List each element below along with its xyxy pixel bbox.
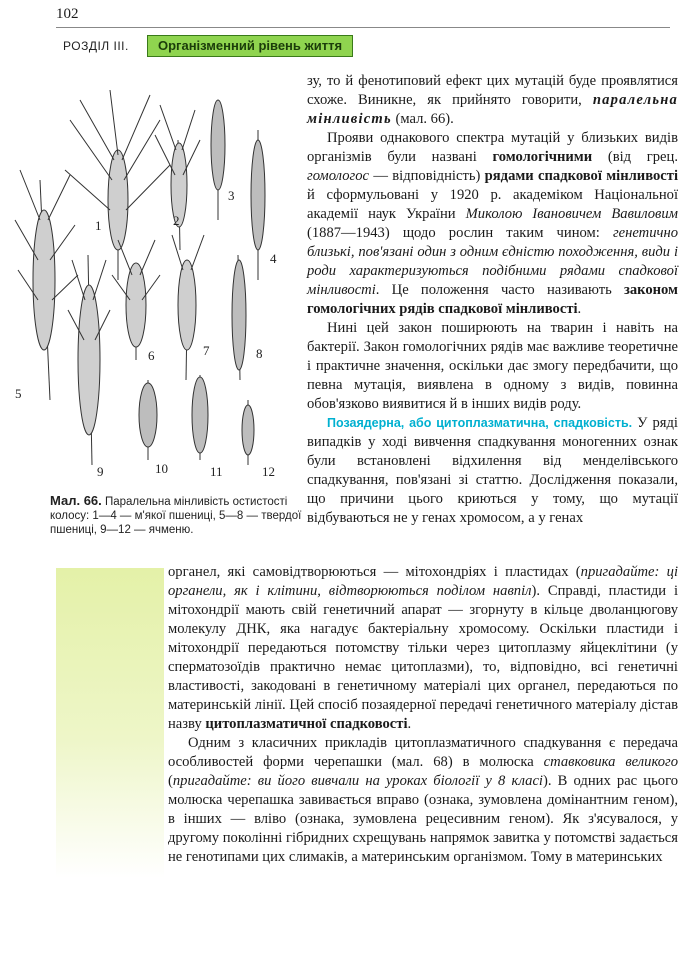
law-definition: генетично близькі, пов'язані один з одним єдністю походження, види і роди характеризуються подібними рядами спадкової мінливості: [307, 225, 678, 298]
text: ). В одних рас цього молюска черепашка завивається вправо (ознака, зумовлена домінантним геном), в інших — вліво (ознака, зумовлена рецесивним геном). Як з'ясувалося, у другому поколінні гібридних схрещувань напрямок завитка у потомстві задається не генотипами цих слимаків, а материнським організмом. Тому в материнських: [168, 773, 678, 865]
recall-note: пригадайте: ви його вивчали на уроках біології у 8 класі: [172, 773, 543, 789]
caption-text: Паралельна мінливість остистості колосу: 1—4 — м'якої пшениці, 5—8 — твердої пшениці, 9—12 — ячменю.: [50, 496, 302, 536]
fig-label-1: 1: [95, 218, 102, 233]
text-column-right: [307, 72, 678, 528]
text: зу, то й фенотиповий ефект цих мутацій буде проявлятися схоже. Виникне, як прийнято говорити,: [307, 73, 678, 108]
ear-12: [242, 400, 254, 465]
paragraph-3: Нині цей закон поширюють на тварин і навіть на бактерії. Закон гомологічних рядів має важливе теоретичне і практичне значення, оскільки дає змогу передбачити, що певна мутація, виявлена в одному з видів, повинна обов'язково виявитися й в інших видів роду.: [307, 320, 678, 412]
text: — відповідність): [369, 168, 485, 184]
fig-label-2: 2: [173, 213, 180, 228]
fig-label-5: 5: [15, 386, 22, 401]
species-name: ставковика великого: [543, 754, 678, 770]
fig-label-9: 9: [97, 464, 104, 479]
ear-2: [155, 105, 200, 250]
text: (від грец.: [592, 149, 678, 165]
ear-4: [251, 130, 265, 280]
term-parallel-variability: паралельна мінливість: [307, 92, 678, 127]
margin-highlight: [56, 568, 164, 878]
page-number: 102: [56, 6, 79, 22]
ear-10: [139, 380, 157, 460]
ear-9: [68, 255, 110, 465]
header-rule: [56, 27, 670, 28]
text: .: [577, 301, 582, 317]
paragraph-6: [168, 734, 678, 867]
section-title: Організменний рівень життя: [147, 35, 353, 57]
ear-3: [211, 100, 225, 220]
paragraph-1: [307, 72, 678, 129]
fig-label-4: 4: [270, 251, 277, 266]
ear-7: [172, 235, 204, 380]
fig-label-11: 11: [210, 464, 223, 479]
section-label: РОЗДІЛ III.: [63, 39, 129, 53]
fig-label-10: 10: [155, 461, 168, 476]
figure-caption: [50, 494, 304, 537]
ear-6: [112, 240, 160, 360]
recall-note: пригадайте: ці органели, як і клітини, відтворюються поділом навпіл: [168, 564, 678, 599]
person-name: Миколою Івановичем Вавиловим: [465, 206, 678, 222]
caption-lead: Мал. 66.: [50, 493, 102, 508]
fig-label-6: 6: [148, 348, 155, 363]
text: (1887—1943) щодо рослин таким чином:: [307, 225, 613, 241]
subheading-cytoplasmic: Позаядерна, або цитоплазматична, спадковість.: [327, 416, 633, 430]
ear-8: [232, 255, 246, 380]
text: .: [407, 716, 412, 732]
text: . Це положення часто називають: [375, 282, 624, 298]
text: ). Справді, пластиди і мітохондрії мають свій генетичний апарат — згорнуту в кільце дволанцюгову молекулу ДНК, яка нагадує бактеріальну хромосому. Оскільки пластиди і мітохондрії передаються потомству тільки через цитоплазму яйцеклітини (у сперматозоїдів практично немає цитоплазми), то, відповідно, всі генетичні властивості, закодовані в генетичному матеріалі цих органел, передаються по материнській лінії. Цей спосіб позаядерної передачі генетичного матеріалу дістав назву: [168, 583, 678, 732]
paragraph-2: [307, 129, 678, 319]
term-law: законом гомологічних рядів спадкової мінливості: [307, 282, 678, 317]
paragraph-5: [168, 563, 678, 734]
text: Одним з класичних прикладів цитоплазматичного спадкування є передача особливостей форми черепашки (мал. 68) в молюска: [168, 735, 678, 770]
fig-label-8: 8: [256, 346, 263, 361]
term-homologous: гомологічними: [492, 149, 593, 165]
term-rows: рядами спадкової мінливості: [484, 168, 678, 184]
ear-1: [65, 90, 170, 280]
text: Прояви однакового спектра мутацій у близьких видів організмів були названі: [307, 130, 678, 165]
paragraph-4: [307, 414, 678, 528]
greek-word: гомологос: [307, 168, 369, 184]
ear-5: [15, 170, 78, 400]
fig-label-3: 3: [228, 188, 235, 203]
figure-wheat-ears: [0, 80, 305, 480]
text: (мал. 66).: [391, 111, 454, 127]
term-cytoplasmic: цитоплазматичної спадковості: [205, 716, 408, 732]
text: органел, які самовідтворюються — мітохондріях і пластидах (: [168, 564, 581, 580]
fig-label-12: 12: [262, 464, 275, 479]
text: й сформульовані у 1920 р. академіком Національної академії наук України: [307, 187, 678, 222]
ear-11: [192, 375, 208, 460]
text-column-full: [168, 563, 678, 867]
text: У ряді випадків у ході вивчення спадкування моногенних ознак були встановлені відхилення від менделівського спадкування, пов'язані зі статтю. Дослідження показали, що причини цього криються у тому, що мутації відбуваються не у генах хромосом, а у генах: [307, 415, 678, 526]
text: (: [168, 773, 173, 789]
fig-label-7: 7: [203, 343, 210, 358]
